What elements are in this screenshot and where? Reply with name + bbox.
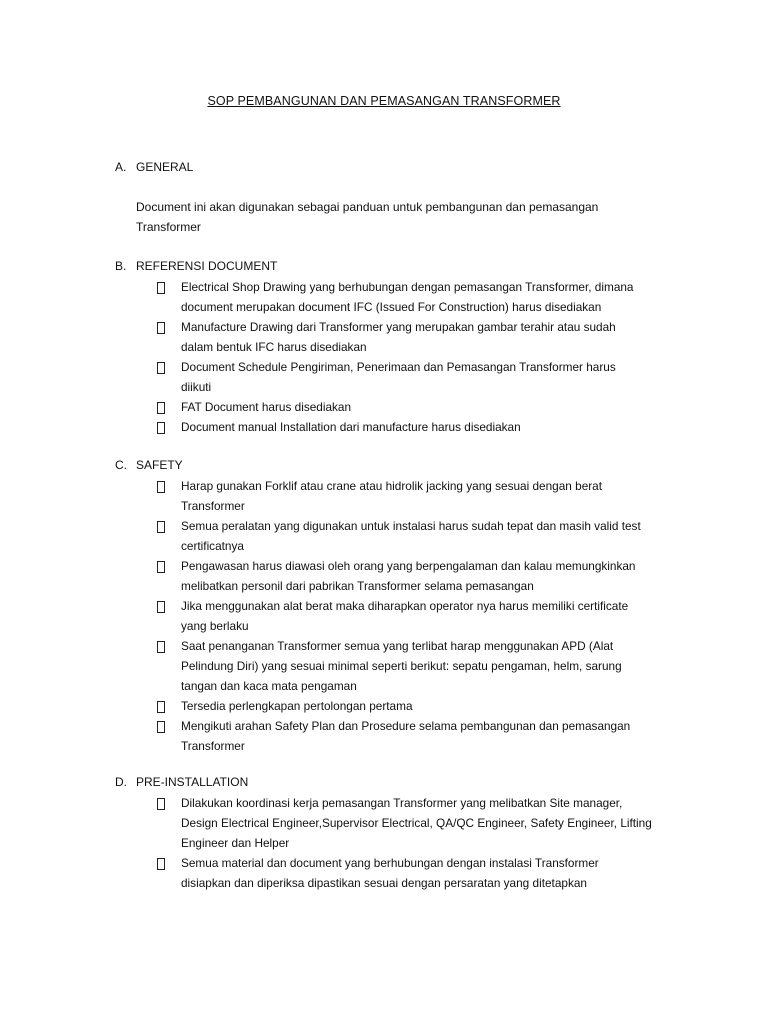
- section-title: PRE-INSTALLATION: [136, 775, 249, 789]
- list-item: [157, 317, 677, 357]
- bullet-glyph-icon: [157, 357, 181, 397]
- item-line: tangan dan kaca mata pengaman: [181, 679, 357, 693]
- item-line: Dilakukan koordinasi kerja pemasangan Transformer yang melibatkan Site manager,: [181, 796, 623, 810]
- bullet-glyph-icon: [157, 516, 181, 556]
- item-line: disiapkan dan diperiksa dipastikan sesuai dengan persaratan yang ditetapkan: [181, 876, 587, 890]
- section-d-heading: [115, 772, 248, 792]
- item-line: Transformer: [181, 739, 245, 753]
- bullet-glyph-icon: [157, 596, 181, 636]
- bullet-glyph-icon: [157, 417, 181, 437]
- section-title: GENERAL: [136, 160, 194, 174]
- section-letter: A.: [115, 160, 127, 174]
- item-line: FAT Document harus disediakan: [181, 400, 352, 414]
- bullet-glyph-icon: [157, 317, 181, 357]
- paragraph-line: Document ini akan digunakan sebagai panduan untuk pembangunan dan pemasangan: [136, 200, 599, 214]
- bullet-glyph-icon: [157, 277, 181, 317]
- item-line: certificatnya: [181, 539, 244, 553]
- bullet-glyph-icon: [157, 853, 181, 893]
- list-item: [157, 716, 677, 756]
- list-item: [157, 357, 677, 397]
- bullet-glyph-icon: [157, 397, 181, 417]
- list-item: [157, 516, 677, 556]
- item-line: Tersedia perlengkapan pertolongan pertama: [181, 699, 413, 713]
- bullet-glyph-icon: [157, 793, 181, 853]
- item-line: Pengawasan harus diawasi oleh orang yang berpengalaman dan kalau memungkinkan: [181, 559, 636, 573]
- bullet-glyph-icon: [157, 716, 181, 756]
- list-item: [157, 636, 677, 696]
- safety-list: [157, 476, 677, 756]
- list-item: [157, 417, 677, 437]
- item-line: document merupakan document IFC (Issued For Construction) harus disediakan: [181, 300, 602, 314]
- list-item: [157, 277, 677, 317]
- list-item: [157, 853, 677, 893]
- item-line: yang berlaku: [181, 619, 249, 633]
- pre-installation-list: [157, 793, 677, 893]
- section-title: REFERENSI DOCUMENT: [136, 259, 278, 273]
- list-item: [157, 556, 677, 596]
- section-title: SAFETY: [136, 458, 183, 472]
- section-letter: B.: [115, 259, 127, 273]
- section-a-heading: [115, 157, 193, 177]
- item-line: Harap gunakan Forklif atau crane atau hidrolik jacking yang sesuai dengan berat: [181, 479, 603, 493]
- item-line: dalam bentuk IFC harus disediakan: [181, 340, 367, 354]
- document-title: SOP PEMBANGUNAN DAN PEMASANGAN TRANSFORMER: [207, 94, 561, 108]
- list-item: [157, 397, 677, 417]
- item-line: Semua peralatan yang digunakan untuk instalasi harus sudah tepat dan masih valid test: [181, 519, 641, 533]
- item-line: Semua material dan document yang berhubungan dengan instalasi Transformer: [181, 856, 599, 870]
- item-line: Saat penanganan Transformer semua yang terlibat harap menggunakan APD (Alat: [181, 639, 614, 653]
- section-c-heading: [115, 455, 183, 475]
- item-line: Pelindung Diri) yang sesuai minimal seperti berikut: sepatu pengaman, helm, sarung: [181, 659, 622, 673]
- list-item: [157, 596, 677, 636]
- item-line: Document Schedule Pengiriman, Penerimaan dan Pemasangan Transformer harus: [181, 360, 616, 374]
- general-paragraph: [136, 197, 656, 237]
- section-b-heading: [115, 256, 277, 276]
- item-line: Engineer dan Helper: [181, 836, 290, 850]
- item-line: diikuti: [181, 380, 212, 394]
- referensi-list: [157, 277, 677, 437]
- list-item: [157, 793, 677, 853]
- bullet-glyph-icon: [157, 636, 181, 696]
- section-letter: C.: [115, 458, 127, 472]
- item-line: Electrical Shop Drawing yang berhubungan dengan pemasangan Transformer, dimana: [181, 280, 634, 294]
- bullet-glyph-icon: [157, 476, 181, 516]
- item-line: Manufacture Drawing dari Transformer yang merupakan gambar terahir atau sudah: [181, 320, 616, 334]
- paragraph-line: Transformer: [136, 220, 201, 234]
- item-line: Mengikuti arahan Safety Plan dan Prosedure selama pembangunan dan pemasangan: [181, 719, 631, 733]
- item-line: Jika menggunakan alat berat maka diharapkan operator nya harus memiliki certificate: [181, 599, 629, 613]
- list-item: [157, 476, 677, 516]
- item-line: Document manual Installation dari manufacture harus disediakan: [181, 420, 521, 434]
- list-item: [157, 696, 677, 716]
- section-letter: D.: [115, 775, 127, 789]
- item-line: melibatkan personil dari pabrikan Transformer selama pemasangan: [181, 579, 534, 593]
- bullet-glyph-icon: [157, 696, 181, 716]
- item-line: Design Electrical Engineer,Supervisor Electrical, QA/QC Engineer, Safety Engineer, Lifting: [181, 816, 652, 830]
- item-line: Transformer: [181, 499, 245, 513]
- bullet-glyph-icon: [157, 556, 181, 596]
